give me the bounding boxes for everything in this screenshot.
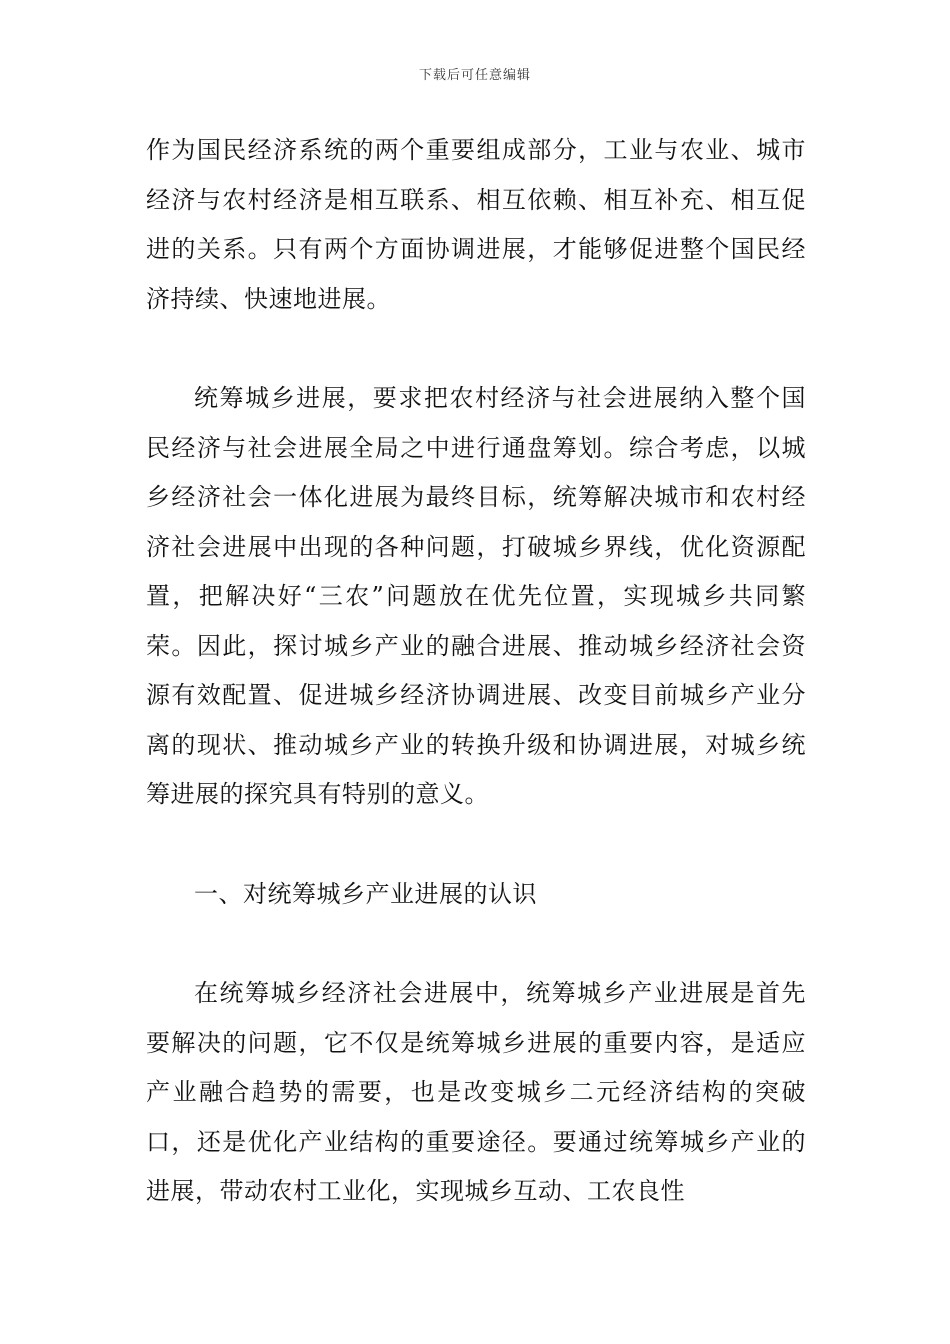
paragraph-2: 统筹城乡进展，要求把农村经济与社会进展纳入整个国民经济与社会进展全局之中进行通盘筹划。综合考虑，以城乡经济社会一体化进展为最终目标，统筹解决城市和农村经济社会进展中出现的各种问题，打破城乡界线，优化资源配置，把解决好“三农”问题放在优先位置，实现城乡共同繁荣。因此，探讨城乡产业的融合进展、推动城乡经济社会资源有效配置、促进城乡经济协调进展、改变目前城乡产业分离的现状、推动城乡产业的转换升级和协调进展，对城乡统筹进展的探究具有特别的意义。 <box>146 384 806 808</box>
header-note: 下载后可任意编辑 <box>418 68 531 83</box>
paragraph-1: 作为国民经济系统的两个重要组成部分，工业与农业、城市经济与农村经济是相互联系、相互依赖、相互补充、相互促进的关系。只有两个方面协调进展，才能够促进整个国民经济持续、快速地进展。 <box>146 136 806 313</box>
paragraph-gap <box>146 820 806 870</box>
section-heading: 一、对统筹城乡产业进展的认识 <box>194 879 537 908</box>
paragraph-3: 在统筹城乡经济社会进展中，统筹城乡产业进展是首先要解决的问题，它不仅是统筹城乡进展的重要内容，是适应产业融合趋势的需要，也是改变城乡二元经济结构的突破口，还是优化产业结构的重要途径。要通过统筹城乡产业的进展，带动农村工业化，实现城乡互动、工农良性 <box>146 979 806 1205</box>
document-body <box>146 126 806 1217</box>
paragraph-gap <box>146 919 806 969</box>
paragraph-gap <box>146 324 806 374</box>
